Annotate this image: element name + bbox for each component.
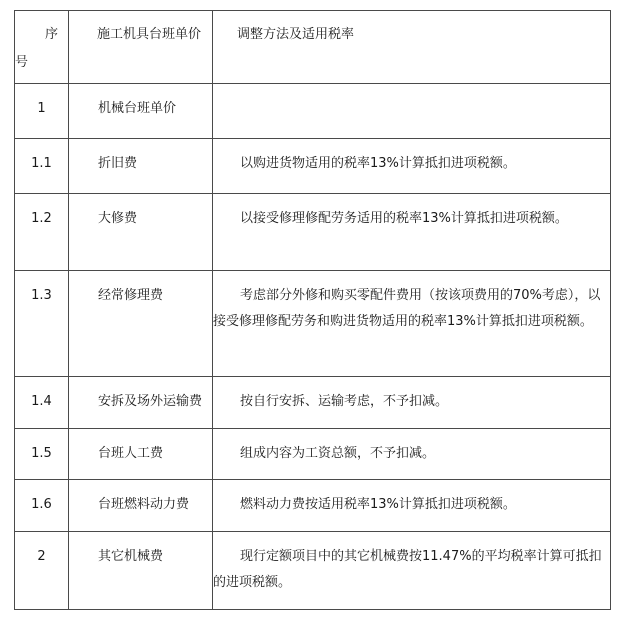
tax-rate-table: [14, 10, 611, 610]
header-item-cell: 施工机具台班单价: [69, 11, 213, 84]
table-row: [15, 429, 611, 480]
table-row: [15, 532, 611, 610]
row-seq: 2: [15, 532, 69, 610]
row-method: 按自行安拆、运输考虑，不予扣减。: [213, 377, 611, 429]
row-item: 安拆及场外运输费: [69, 377, 213, 429]
row-item: 台班燃料动力费: [69, 480, 213, 532]
table-row: [15, 84, 611, 139]
header-seq-bottom: 号: [15, 55, 29, 70]
table-row: [15, 377, 611, 429]
row-method: [213, 84, 611, 139]
row-method: 组成内容为工资总额，不予扣减。: [213, 429, 611, 480]
table-row: [15, 194, 611, 271]
row-method: 现行定额项目中的其它机械费按11.47%的平均税率计算可抵扣的进项税额。: [213, 532, 611, 610]
table-row: [15, 480, 611, 532]
row-item: 其它机械费: [69, 532, 213, 610]
row-method: 考虑部分外修和购买零配件费用（按该项费用的70%考虑），以接受修理修配劳务和购进货物适用的税率13%计算抵扣进项税额。: [213, 271, 611, 377]
row-seq: 1: [15, 84, 69, 139]
row-item: 机械台班单价: [69, 84, 213, 139]
row-method: 以购进货物适用的税率13%计算抵扣进项税额。: [213, 139, 611, 194]
table-row: [15, 271, 611, 377]
table-row: [15, 139, 611, 194]
header-method-cell: 调整方法及适用税率: [213, 11, 611, 84]
row-method: 以接受修理修配劳务适用的税率13%计算抵扣进项税额。: [213, 194, 611, 271]
row-seq: 1.4: [15, 377, 69, 429]
row-item: 经常修理费: [69, 271, 213, 377]
header-seq-cell: [15, 11, 69, 84]
row-item: 大修费: [69, 194, 213, 271]
row-item: 台班人工费: [69, 429, 213, 480]
row-seq: 1.5: [15, 429, 69, 480]
row-seq: 1.6: [15, 480, 69, 532]
table-header-row: [15, 11, 611, 84]
row-seq: 1.2: [15, 194, 69, 271]
row-item: 折旧费: [69, 139, 213, 194]
row-method: 燃料动力费按适用税率13%计算抵扣进项税额。: [213, 480, 611, 532]
row-seq: 1.1: [15, 139, 69, 194]
header-seq-top: 序: [45, 27, 59, 42]
row-seq: 1.3: [15, 271, 69, 377]
